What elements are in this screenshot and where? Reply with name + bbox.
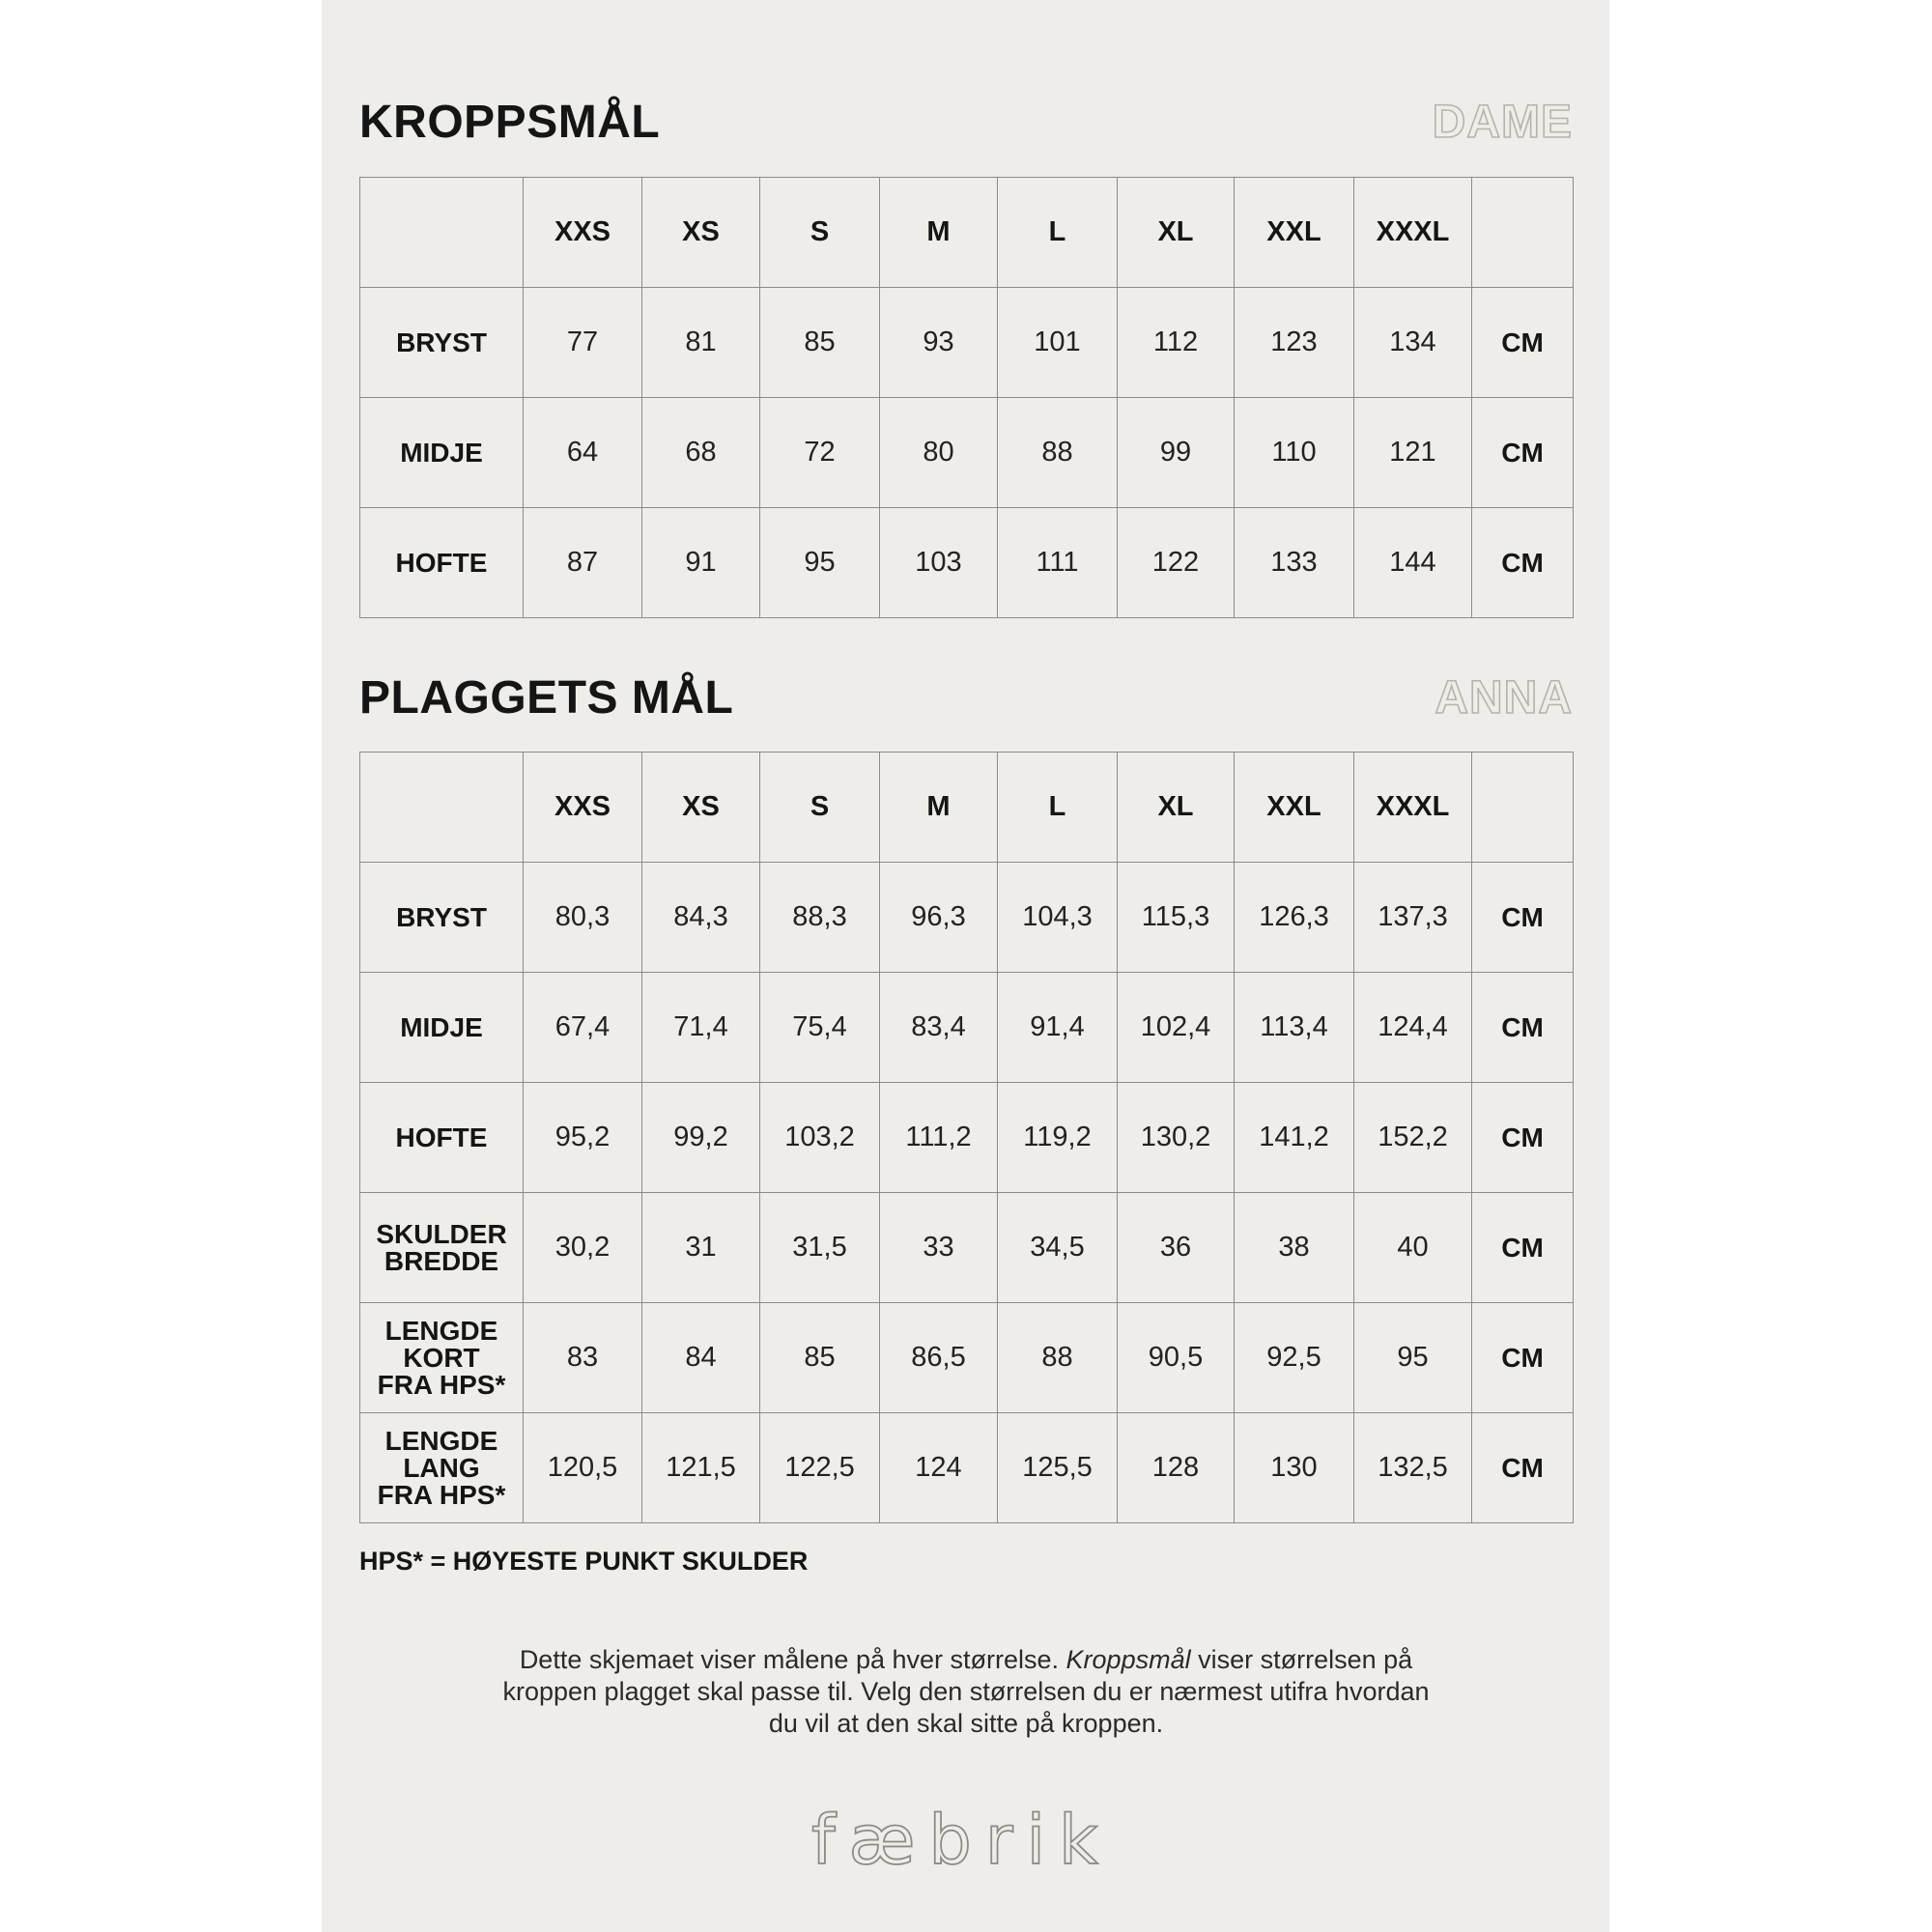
corner-cell [360,753,524,863]
row-label: HOFTE [360,508,524,618]
unit-label: CM [1472,288,1574,398]
row-label [360,1413,524,1523]
fabrik-logo: fæbrik [811,1801,1112,1880]
size-header-row [360,178,1574,288]
measurement-value: 75,4 [760,973,880,1083]
size-header-row [360,753,1574,863]
measurement-value: 124,4 [1354,973,1472,1083]
size-header: M [880,178,998,288]
size-header: XXL [1235,753,1354,863]
row-label-line: FRA HPS* [377,1479,506,1510]
row-label-line: LENGDE [384,1315,498,1346]
measurement-row [360,288,1574,398]
measurement-value: 119,2 [998,1083,1118,1193]
body-measurements-title: KROPPSMÅL [359,97,661,148]
body-measurements-table [359,177,1574,618]
size-header: S [760,178,880,288]
measurement-value: 96,3 [880,863,998,973]
size-header: XL [1118,753,1235,863]
measurement-value: 36 [1118,1193,1235,1303]
measurement-value: 87 [524,508,642,618]
unit-header-cell [1472,178,1574,288]
body-measurements-header [359,89,1573,156]
measurement-value: 67,4 [524,973,642,1083]
unit-header-cell [1472,753,1574,863]
row-label [360,1303,524,1413]
row-label-line: FRA HPS* [377,1369,506,1400]
measurement-value: 84 [642,1303,760,1413]
measurement-value: 121 [1354,398,1472,508]
measurement-value: 111,2 [880,1083,998,1193]
measurement-value: 84,3 [642,863,760,973]
row-label-line: BREDDE [384,1245,499,1276]
row-label-line: MIDJE [400,1011,483,1042]
measurement-value: 121,5 [642,1413,760,1523]
size-header: XXXL [1354,753,1472,863]
size-header: XXL [1235,178,1354,288]
measurement-value: 113,4 [1235,973,1354,1083]
description-text: viser størrelsen på [1190,1645,1413,1674]
measurement-value: 99,2 [642,1083,760,1193]
measurement-value: 40 [1354,1193,1472,1303]
measurement-row [360,863,1574,973]
measurement-row [360,1193,1574,1303]
unit-label: CM [1472,1303,1574,1413]
measurement-value: 91 [642,508,760,618]
measurement-value: 83 [524,1303,642,1413]
measurement-value: 141,2 [1235,1083,1354,1193]
measurement-value: 86,5 [880,1303,998,1413]
size-header: L [998,753,1118,863]
measurement-value: 95 [760,508,880,618]
measurement-value: 120,5 [524,1413,642,1523]
measurement-value: 93 [880,288,998,398]
measurement-value: 83,4 [880,973,998,1083]
row-label [360,1193,524,1303]
measurement-value: 132,5 [1354,1413,1472,1523]
measurement-value: 80,3 [524,863,642,973]
measurement-value: 152,2 [1354,1083,1472,1193]
measurement-value: 88,3 [760,863,880,973]
size-header: XS [642,178,760,288]
garment-measurements-header [359,665,1573,732]
measurement-value: 123 [1235,288,1354,398]
size-chart-description [425,1644,1507,1740]
size-header: XL [1118,178,1235,288]
size-header: S [760,753,880,863]
measurement-value: 33 [880,1193,998,1303]
measurement-value: 130 [1235,1413,1354,1523]
measurement-value: 30,2 [524,1193,642,1303]
size-header: L [998,178,1118,288]
unit-label: CM [1472,863,1574,973]
unit-label: CM [1472,508,1574,618]
measurement-value: 88 [998,398,1118,508]
model-tag: ANNA [1435,672,1573,724]
measurement-value: 126,3 [1235,863,1354,973]
row-label: BRYST [360,288,524,398]
measurement-value: 102,4 [1118,973,1235,1083]
measurement-row [360,398,1574,508]
measurement-value: 95,2 [524,1083,642,1193]
measurement-value: 72 [760,398,880,508]
hps-footnote: HPS* = HØYESTE PUNKT SKULDER [359,1547,809,1576]
measurement-value: 80 [880,398,998,508]
measurement-value: 90,5 [1118,1303,1235,1413]
unit-label: CM [1472,1193,1574,1303]
measurement-value: 103,2 [760,1083,880,1193]
measurement-value: 137,3 [1354,863,1472,973]
size-header: XXXL [1354,178,1472,288]
measurement-value: 92,5 [1235,1303,1354,1413]
measurement-value: 134 [1354,288,1472,398]
measurement-value: 101 [998,288,1118,398]
garment-measurements-title: PLAGGETS MÅL [359,672,734,724]
unit-label: CM [1472,1083,1574,1193]
measurement-value: 68 [642,398,760,508]
measurement-value: 112 [1118,288,1235,398]
unit-label: CM [1472,1413,1574,1523]
gender-tag: DAME [1432,97,1573,148]
description-line-3: du vil at den skal sitte på kroppen. [768,1709,1164,1738]
measurement-value: 128 [1118,1413,1235,1523]
measurement-value: 71,4 [642,973,760,1083]
description-emphasis: Kroppsmål [1065,1645,1191,1674]
measurement-value: 31 [642,1193,760,1303]
row-label-line: BRYST [396,901,487,932]
measurement-row [360,1413,1574,1523]
row-label-line: SKULDER [376,1218,507,1249]
description-line-1 [425,1644,1507,1676]
row-label-line: LENGDE [384,1425,498,1456]
measurement-value: 99 [1118,398,1235,508]
measurement-row [360,1303,1574,1413]
description-line-2: kroppen plagget skal passe til. Velg den størrelsen du er nærmest utifra hvordan [502,1677,1430,1706]
measurement-value: 111 [998,508,1118,618]
measurement-value: 85 [760,1303,880,1413]
size-header: XXS [524,753,642,863]
row-label [360,973,524,1083]
measurement-value: 130,2 [1118,1083,1235,1193]
row-label [360,863,524,973]
measurement-value: 91,4 [998,973,1118,1083]
row-label-line: KORT [403,1342,480,1373]
description-text: Dette skjemaet viser målene på hver størrelse. [519,1645,1066,1674]
measurement-value: 81 [642,288,760,398]
measurement-value: 115,3 [1118,863,1235,973]
measurement-value: 95 [1354,1303,1472,1413]
measurement-value: 77 [524,288,642,398]
measurement-value: 38 [1235,1193,1354,1303]
measurement-row [360,508,1574,618]
size-header: XXS [524,178,642,288]
row-label-line: LANG [403,1452,480,1483]
measurement-value: 144 [1354,508,1472,618]
measurement-value: 103 [880,508,998,618]
measurement-value: 133 [1235,508,1354,618]
measurement-value: 125,5 [998,1413,1118,1523]
unit-label: CM [1472,398,1574,508]
measurement-value: 88 [998,1303,1118,1413]
measurement-value: 124 [880,1413,998,1523]
row-label: MIDJE [360,398,524,508]
measurement-value: 122 [1118,508,1235,618]
measurement-row [360,1083,1574,1193]
measurement-value: 85 [760,288,880,398]
measurement-value: 104,3 [998,863,1118,973]
measurement-value: 31,5 [760,1193,880,1303]
size-header: XS [642,753,760,863]
size-header: M [880,753,998,863]
measurement-row [360,973,1574,1083]
measurement-value: 122,5 [760,1413,880,1523]
corner-cell [360,178,524,288]
row-label-line: HOFTE [395,1122,488,1152]
garment-measurements-table [359,752,1574,1523]
row-label [360,1083,524,1193]
measurement-value: 110 [1235,398,1354,508]
measurement-value: 34,5 [998,1193,1118,1303]
unit-label: CM [1472,973,1574,1083]
measurement-value: 64 [524,398,642,508]
